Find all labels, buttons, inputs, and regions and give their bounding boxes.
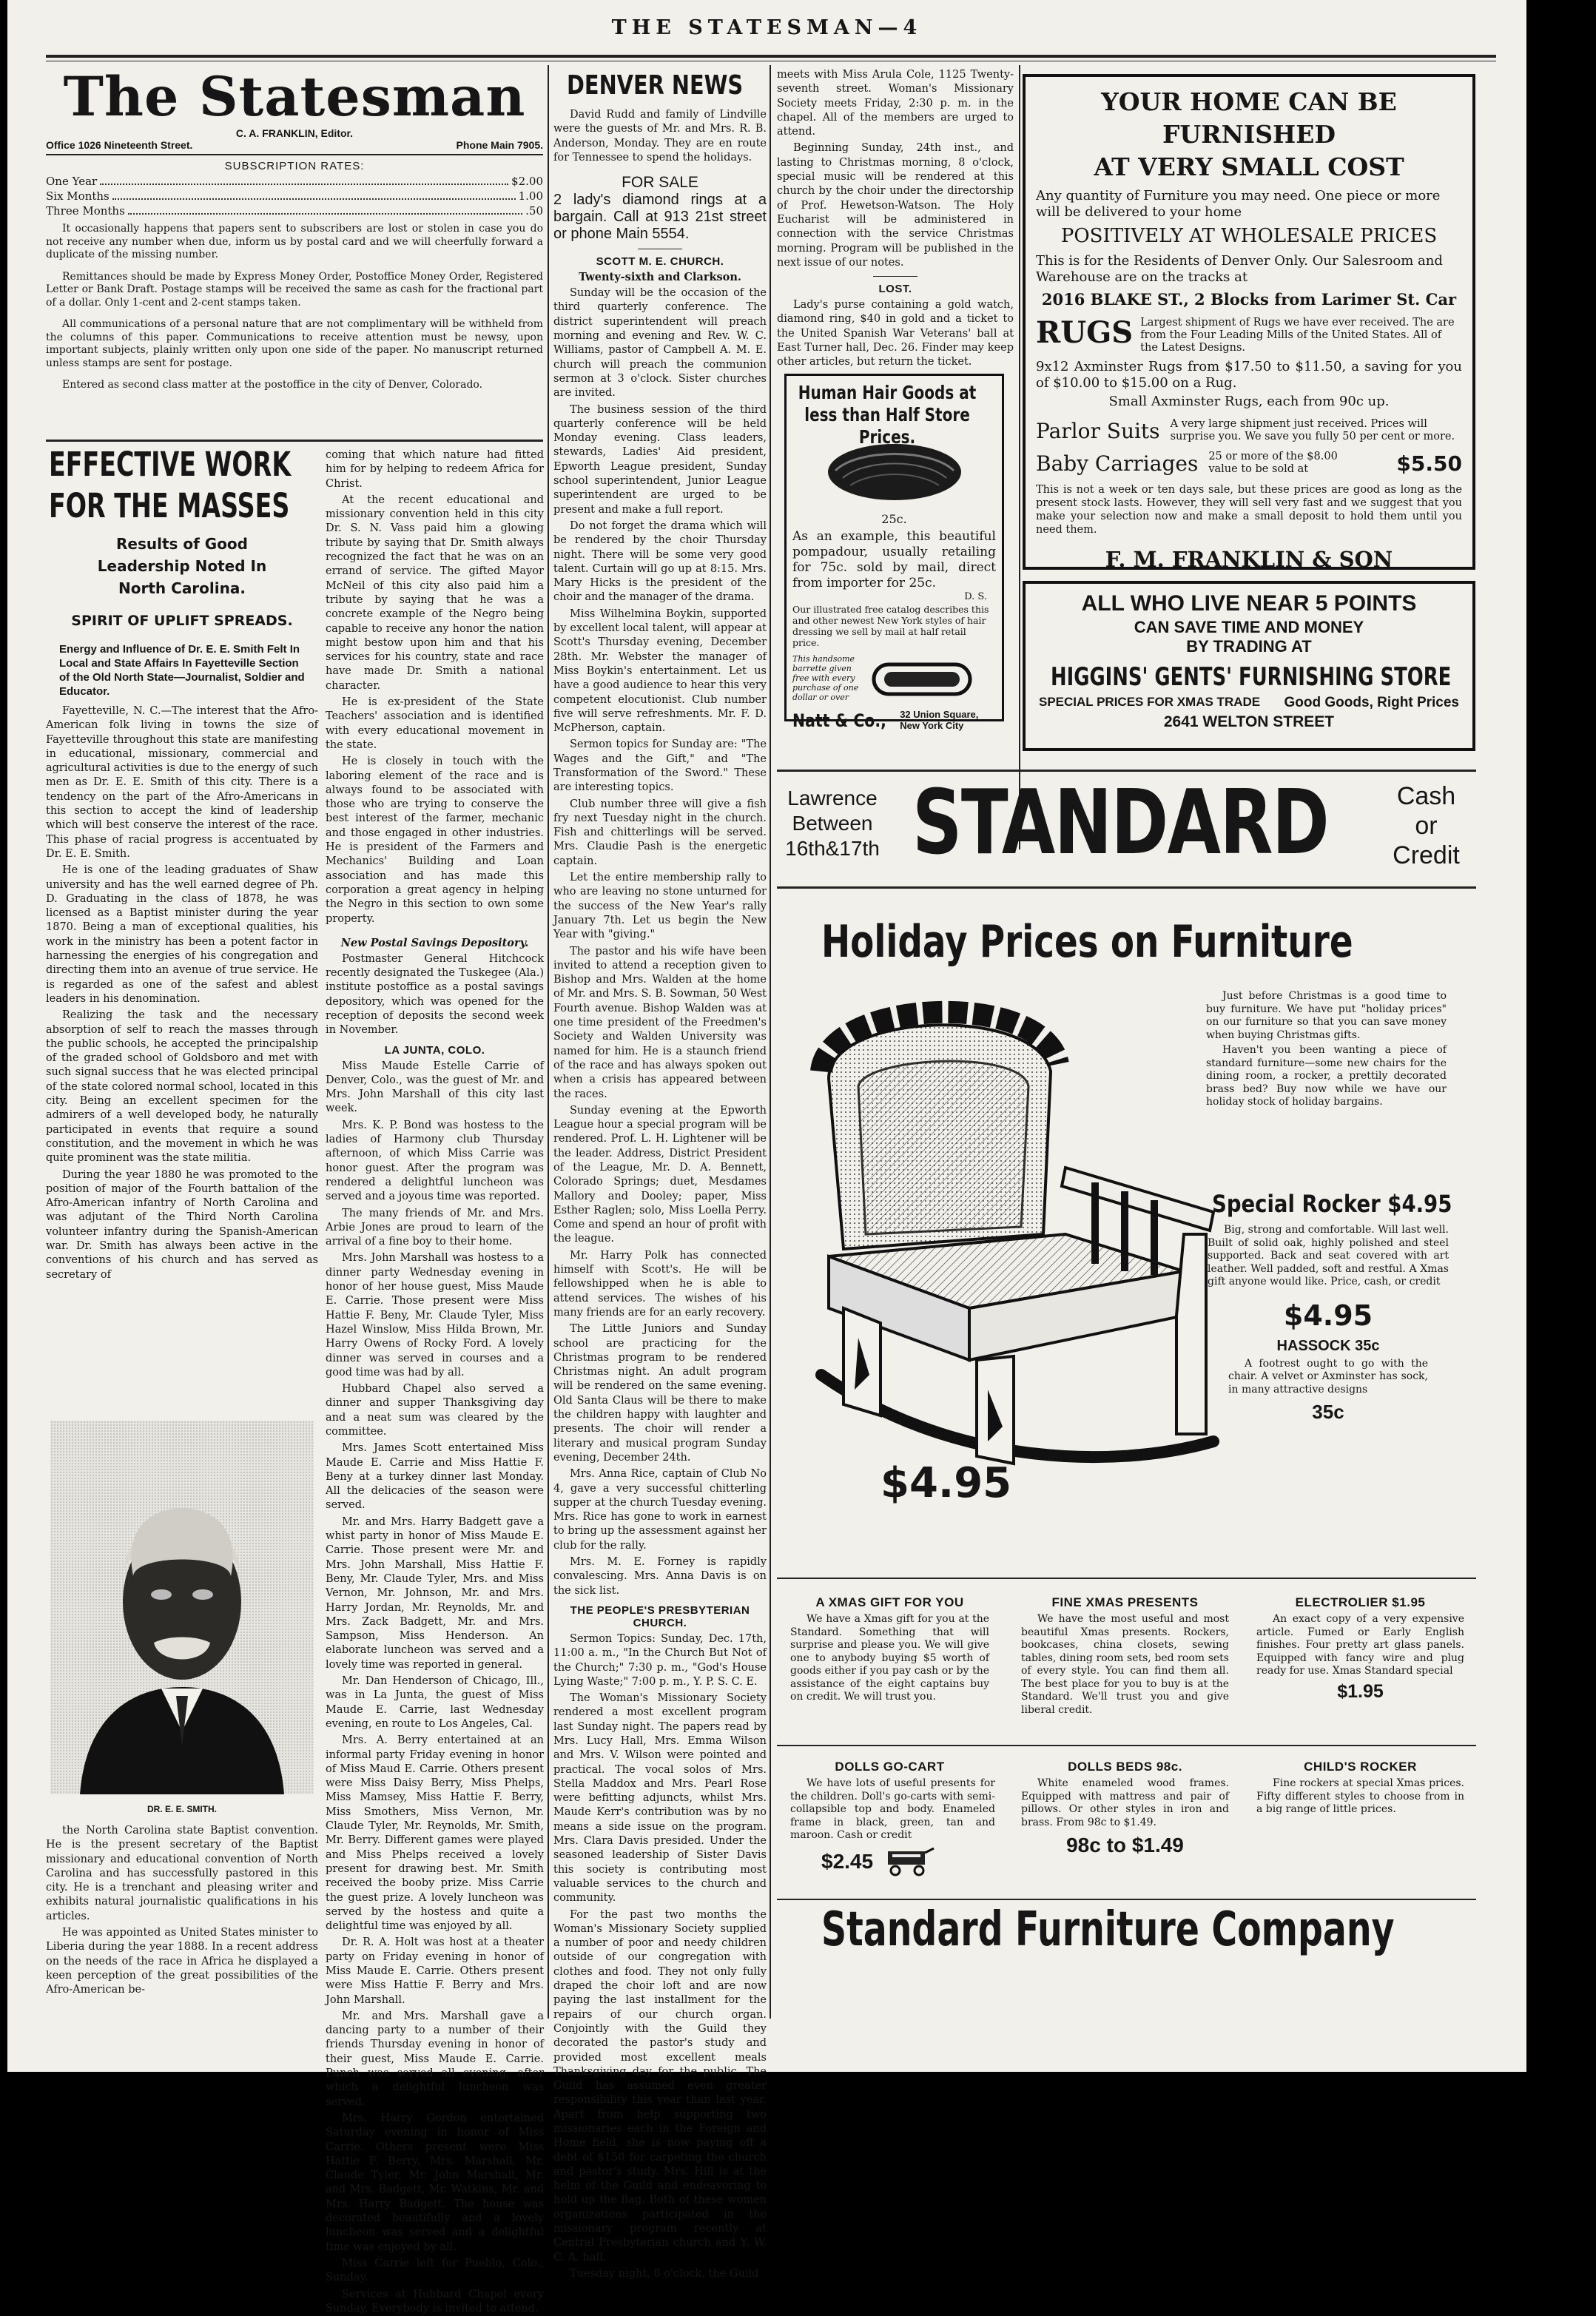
rate-row: One Year $2.00	[46, 175, 543, 188]
holiday-headline: Holiday Prices on Furniture	[821, 916, 1353, 968]
franklin-residents: This is for the Residents of Denver Only. Our Salesroom and Warehouse are on the tracks at	[1036, 253, 1443, 285]
baby-text: 25 or more of the $8.00 value to be sold at	[1208, 451, 1338, 475]
child-head: CHILD'S ROCKER	[1304, 1760, 1417, 1774]
franklin-small-rugs: Small Axminster Rugs, each from 90c up.	[1108, 394, 1390, 409]
running-head: THE STATESMAN—4	[611, 16, 923, 39]
office-phone: Phone Main 7905.	[456, 139, 543, 151]
masthead	[46, 65, 543, 435]
higgins-line-3: BY TRADING AT	[1186, 637, 1312, 656]
gift-text: We have a Xmas gift for you at the Standard. Something that will surprise and please you. We will give one to anybody buying $5 worth of goods either if you pay cash or by the assistance of the eight captains buy on credit. We will trust you.	[790, 1613, 989, 1703]
electrolier-section	[1247, 1589, 1473, 1737]
column-rule	[548, 65, 549, 2019]
top-rule	[46, 55, 1496, 58]
rocker-price: $4.95	[1283, 1299, 1373, 1332]
fine-text: We have the most useful and most beautiful Xmas presents. Rockers, bookcases, china closets, sewing tables, dining room sets, bed room sets of every style. You can find them all. The best place for you to buy is at the Standard. We'll trust you and give liberal credit.	[1021, 1613, 1229, 1716]
rate-row: Three Months .50	[46, 204, 543, 218]
rocker-head: Special Rocker $4.95	[1212, 1190, 1452, 1218]
standard-location: Lawrence Between 16th&17th	[785, 787, 880, 860]
higgins-line-2: CAN SAVE TIME AND MONEY	[1134, 618, 1364, 636]
rugs-title: RUGS	[1036, 315, 1134, 350]
dolls-beds-section	[1012, 1754, 1238, 1894]
guild-text: meets with Miss Arula Cole, 1125 Twenty-seventh street. Woman's Missionary Society meets Friday, 2:30 p. m. in the chapel. All of the members are urged to attend. Beginning Sunday, 24th inst., and lasting to Christmas morning, 8 o'clock, special music will be rendered at this church by the choir under the directorship of Prof. Hewetson-Watson. The Holy Eucharist will be administered in connection with the service Christmas morning. Program will be published in the next issue of our notes.	[777, 69, 1014, 269]
parlor-title: Parlor Suits	[1036, 418, 1160, 443]
higgins-goods: Good Goods, Right Prices	[1284, 695, 1459, 710]
rugs-text: Largest shipment of Rugs we have ever received. The are from the Four Leading Mills of the United States. All of the Latest Designs.	[1140, 317, 1455, 354]
dolls-cart-section	[777, 1754, 1003, 1894]
masthead-bottom-rule	[46, 440, 543, 442]
chair-price: $4.95	[881, 1459, 1012, 1507]
franklin-address: 2016 BLAKE ST., 2 Blocks from Larimer St. Car	[1041, 290, 1457, 309]
dolls-text: We have lots of useful presents for the children. Doll's go-carts with semi-collapsible top and body. Enameled frame in black, green, tan and maroon. Cash or credit	[790, 1777, 995, 1841]
column-rule	[770, 65, 771, 2019]
franklin-ad	[1023, 74, 1475, 570]
article-continued: coming that which nature had fitted him for by helping to redeem Africa for Christ. At the recent educational and missionary convention held in this city Dr. S. N. Vass paid him a glowing tribute by saying that Dr. Smith always recognized the fact that he was on an errand of service. The gifted Mayor McNeil of this city also paid him a tribute by saying that he was a concrete example of the Negro being capable to receive any honor the nation might bestow upon him and that his services for his country, state and race have made Dr. Smith a national character. He is ex-president of the State Teachers' association and is identified with every educational movement in the state. He is closely in touch with the laboring element of the race and is always found to be associated with those who are trying to conserve the best interest of the farmer, mechanic and those engaged in other industries. He is president of the Farmers and Mechanics' Building and Loan association and has made this corporation a great agency in helping the Negro in this section to own some property.	[326, 449, 544, 925]
portrait-image	[50, 1421, 314, 1794]
franklin-axminster: 9x12 Axminster Rugs from $17.50 to $11.50, a saving for you of $10.00 to $15.00 on a Rug.	[1036, 359, 1462, 391]
electrolier-head: ELECTROLIER $1.95	[1295, 1595, 1426, 1609]
article-body: Fayetteville, N. C.—The interest that the Afro-American folk living in towns the size of Fayetteville throughout this state are manifesting in educational, missionary, commercial and agricultural activities is due to the energy of such men as Dr. E. E. Smith of this city. There is a tendency on the part of the Afro-Americans in this section to accept the kind of leadership which will best conserve the interest of the race. This phase of racial progress is accentuated by Dr. E. E. Smith. He is one of the leading graduates of Shaw university and has the well earned degree of Ph. D. Graduating in the class of 1878, he was licensed as a Baptist minister during the year 1870. Being a man of exceptional qualities, his work in the ministry has been a potent factor in harnessing the energies of his congregation and directing them into an avenue of true service. He is regarded as one of the safest and ablest leaders in his denomination. Realizing the task and the necessary absorption of self to reach the masses through the public schools, he accepted the principalship of the graded school of Goldsboro and met with such signal success that he was elected principal of the state colored normal school, located in this city. Being an excellent specimen for the admirers of a well developed body, he naturally participated in events that require a sound constitution, and the movement in which he was quite prominent was the state militia. During the year 1880 he was promoted to the position of major of the Fourth battalion of the Afro-American infantry of North Carolina and was adjutant of the Third North Carolina volunteer infantry during the Spanish-American war. Dr. Smith has always been active in the conventions of his church and has served as secretary of	[46, 705, 318, 1281]
natt-barrette-text: This handsome barrette given free with every purchase of one dollar or over	[792, 654, 859, 702]
natt-firm: Natt & Co.,	[792, 710, 886, 731]
grid-rule	[777, 1899, 1476, 1900]
higgins-special: SPECIAL PRICES FOR XMAS TRADE	[1039, 695, 1261, 709]
special-rocker-section	[1191, 1188, 1465, 1507]
natt-address: 32 Union Square, New York City	[900, 709, 979, 731]
natt-head: Human Hair Goods at less than Half Store Prices.	[798, 382, 977, 448]
denver-news-head: DENVER NEWS	[567, 70, 744, 101]
deck-2: SPIRIT OF UPLIFT SPREADS.	[71, 613, 293, 629]
deck-1: Results of Good Leadership Noted In North Carolina.	[97, 535, 267, 597]
headline	[46, 444, 318, 528]
photo-caption: DR. E. E. SMITH.	[147, 1804, 217, 1814]
barrette-illustration	[859, 654, 985, 706]
higgins-address: 2641 WELTON STREET	[1163, 713, 1335, 730]
hassock-text: A footrest ought to go with the chair. A velvet or Axminster has sock, in many attractive designs	[1228, 1357, 1428, 1396]
masthead-rule	[46, 154, 543, 155]
child-rocker-section	[1247, 1754, 1473, 1894]
portrait-photo	[50, 1421, 314, 1794]
rocker-text: Big, strong and comfortable. Will last well. Built of solid oak, highly polished and steel supported. Back and seat covered with art leather. Well padded, soft and restful. A Xmas gift anyone would like. Price, cash, or credit	[1208, 1224, 1449, 1287]
presby-body: Sermon Topics: Sunday, Dec. 17th, 11:00 a. m., "In the Church But Not of the Church;" 7:30 p. m., "God's House Lying Waste;" 7:00 p. m., Y. P. S. C. E. The Woman's Missionary Society rendered a most excellent program last Sunday night. The papers read by Mrs. Lucy Hall, Mrs. Emma Wilson and Mrs. V. Wilson were pointed and practical. The vocal solos of Mrs. Stella Maddox and Mrs. Pearl Rose were befitting adjuncts, whilst Mrs. Maude Kerr's contribution was by no means a side issue on the program. Mrs. Clara Davis presided. Under the seasoned leadership of Sister Davis this society is contributing most valuable services to the church and community. For the past two months the Woman's Missionary Society supplied a number of poor and needy children outside of our congregation with clothes and food. They not only fully draped the choir loft and are now paying the last installment for the repairs of our church organ. Conjointly with the Guild they decorated the pastor's study and provided most excellent meals Thanksgiving day for the public. The Guild has assumed even greater responsibility this year than last year. Apart from help supporting two missionaries each in the Foreign and Home field, she is now paying off a debt of $150 for carpeting the church and pastor's study. Mrs. Hill is at the helm of the Guild and endeavoring to hold up the flag. Both of these women organizations participated in the missionary program recently at Central Presbyterian church and Y. W. C. A. hall. Tuesday night, 8 o'clock, the Guild	[553, 1632, 767, 2280]
rates-table	[46, 172, 543, 223]
masthead-title: The Statesman	[63, 65, 526, 129]
rates-heading: SUBSCRIPTION RATES:	[224, 160, 365, 172]
gift-head: A XMAS GIFT FOR YOU	[815, 1595, 964, 1609]
headline-line-2: FOR THE MASSES	[49, 486, 290, 525]
column-4-text	[777, 68, 1014, 368]
baby-price: $5.50	[1396, 451, 1462, 476]
standard-terms: Cash or Credit	[1393, 782, 1460, 869]
lost-text: Lady's purse containing a gold watch, diamond ring, $40 in gold and a ticket to the United Spanish War Veterans' ball at East Turner hall, Dec. 26. Finder may keep other articles, but return the ticket.	[777, 299, 1014, 368]
standard-name: STANDARD	[912, 772, 1329, 875]
baby-title: Baby Carriages	[1036, 451, 1199, 476]
divider	[873, 276, 917, 277]
denver-news-column	[553, 67, 767, 2280]
headline-line-1: EFFECTIVE WORK	[49, 445, 292, 484]
masthead-notices: It occasionally happens that papers sent to subscribers are lost or stolen in case you do not receive any number when due, inform us by postal card and we will cheerfully forward a duplicate of the missing number. Remittances should be made by Express Money Order, Postoffice Money Order, Registered Letter or Bank Draft. Postage stamps will be received the same as cash for the fractional part of a dollar. Only 1-cent and 2-cent stamps taken. All communications of a personal nature that are not complimentary will be withheld from the columns of this paper. Communications to receive attention must be newsy, upon important subjects, plainly written only upon one side of the paper. No manuscript returned unless stamps are sent for postage. Entered as second class matter at the postoffice in the city of Denver, Colorado.	[46, 223, 543, 391]
grid-rule	[777, 1745, 1476, 1746]
newspaper-page	[7, 0, 1526, 2315]
electrolier-text: An exact copy of a very expensive article. Fumed or Early English finishes. Four pretty art glass panels. Equipped with fancy wire and plug ready for use. Xmas Standard special	[1256, 1613, 1464, 1677]
franklin-wholesale: POSITIVELY AT WHOLESALE PRICES	[1060, 225, 1438, 247]
franklin-firm: F. M. FRANKLIN & SON	[1105, 547, 1393, 572]
beds-price: 98c to $1.49	[1066, 1834, 1184, 1856]
rate-row: Six Months 1.00	[46, 189, 543, 203]
rocking-chair-illustration	[799, 990, 1228, 1493]
higgins-line-1: ALL WHO LIVE NEAR 5 POINTS	[1081, 591, 1417, 616]
franklin-head-2: AT VERY SMALL COST	[1094, 152, 1404, 181]
for-sale-text: 2 lady's diamond rings at a bargain. Call at 913 21st street or phone Main 5554.	[553, 192, 767, 243]
franklin-head-1: YOUR HOME CAN BE FURNISHED	[1101, 87, 1397, 149]
natt-ad	[784, 374, 1004, 731]
natt-price-tag: 25c.	[881, 512, 907, 526]
parlor-text: A very large shipment just received. Prices will surprise you. We save you fully 50 per cent or more.	[1170, 418, 1455, 442]
hassock-price: 35c	[1312, 1401, 1344, 1423]
holiday-intro: Just before Christmas is a good time to buy furniture. We have put "holiday prices" on our furniture so that you can save money when buying Christmas gifts. Haven't you been wanting a piece of standard furniture—some new chairs for the dining room, a rocker, a prettily decorated brass bed? Buy now while we have our holiday stock of holiday bargains.	[1206, 990, 1447, 1108]
franklin-intro: Any quantity of Furniture you may need. One piece or more will be delivered to your home	[1036, 188, 1441, 220]
go-cart-icon	[885, 1847, 937, 1876]
article-body-after-photo: the North Carolina state Baptist convention. He is the present secretary of the Baptist missionary and educational convention of North Carolina and has successfully pastored in this city. He is a trenchant and pleasing writer and exhibits natural journalistic qualifications in his articles. He was appointed as United States minister to Liberia during the year 1888. In a recent address on the needs of the race in Africa he displayed a keen perception of the great possibilities of the Afro-American be-	[46, 1825, 318, 1996]
office-address: Office 1026 Nineteenth Street.	[46, 139, 193, 151]
church-body: Sunday will be the occasion of the third quarterly conference. The district superintendent will preach morning and evening and Rev. W. C. Williams, pastor of Campbell A. M. E. church will preach the communion sermon at 3 o'clock. Sister churches are invited. The business session of the third quarterly conference will be held Monday evening. Class leaders, stewards, Ladies' Aid president, Epworth League president, Sunday school superintendent, Junior League superintendent are urged to be present and make a full report. Do not forget the drama which will be rendered by the choir Thursday night. There will be some very good talent. Curtain will go up at 8:15. Mrs. Mary Hicks is the president of the choir and the manager of the drama. Miss Wilhelmina Boykin, supported by excellent local talent, will appear at Scott's Thursday evening, December 28th. Mr. Webster the manager of Miss Boykin's entertainment. Let us have a good audience to hear this very competent elocutionist. Club number five will serve refreshments. Mr. F. D. McPherson, captain. Sermon topics for Sunday are: "The Wages and the Gift," and "The Transformation of the Sword." These are interesting topics. Club number three will give a fish fry next Tuesday night in the church. Fish and chitterlings will be served. Mrs. Claudie Pash is the energetic captain. Let the entire membership rally to who are leaving no stone unturned for the success of the New Year's rally January 7th. Let us begin the New Year with "giving." The pastor and his wife have been invited to attend a reception given to Bishop and Mrs. Walden at the home of Mr. and Mrs. S. B. Sowman, 50 West Fourth avenue. Bishop Walden was at one time president of the Freedmen's Society and Walden University was named for him. He is a staunch friend of the race and has always spoken out when a crisis has appeared between the races. Sunday evening at the Epworth League hour a special program will be rendered. Prof. L. H. Lightener will be the leader. Address, District President of the League, Mr. D. A. Bennett, Colorado Springs; duet, Mesdames Mallory and Dooley; paper, Miss Esther Raglen; solo, Miss Loella Perry. Come and spend an hour of profit with the league. Mr. Harry Polk has connected himself with Scott's. He will be fellowshipped when he is able to attend services. The wishes of his many friends are for an early recovery. The Little Juniors and Sunday school are practicing for the Christmas program to be rendered Christmas night. An adult program will be rendered on the same evening. Old Santa Claus will be there to make the children happy with laughter and presents. The choir will render a literary and musical program Sunday evening, December 24th. Mrs. Anna Rice, captain of Club No 4, gave a very successful chitterling supper at the church Tuesday evening. Mrs. Rice has gone to work in earnest to bring up the assessment against her club for the rally. Mrs. M. E. Forney is rapidly convalescing. Mrs. Anna Davis is on the sick list.	[553, 287, 767, 1597]
la-junta-head: LA JUNTA, COLO.	[384, 1043, 485, 1057]
banner-rule	[777, 886, 1476, 889]
for-sale-head: FOR SALE	[622, 174, 698, 192]
beds-text: White enameled wood frames. Equipped with mattress and pair of pillows. Or other styles in iron and brass. From 98c to $1.49.	[1021, 1777, 1229, 1828]
lost-head: LOST.	[878, 283, 912, 296]
grid-rule	[777, 1578, 1476, 1579]
fine-presents-section	[1012, 1589, 1238, 1737]
dolls-price: $2.45	[821, 1849, 874, 1873]
la-junta-body: Miss Maude Estelle Carrie of Denver, Colo., was the guest of Mr. and Mrs. John Marshall of this city last week. Mrs. K. P. Bond was hostess to the ladies of Harmony club Thursday afternoon, of which Miss Carrie was honor guest. After the program was rendered a delightful luncheon was served and a joyous time was reported. The many friends of Mr. and Mrs. Arbie Jones are proud to learn of the arrival of a fine boy to their home. Mrs. John Marshall was hostess to a dinner party Wednesday evening in honor of her house guest, Miss Maude E. Carrie. Those present were Miss Hattie F. Beny, Mr. Claude Tyler, Miss Hazel Winslow, Miss Hilda Brown, Mr. Harry Owens of Rocky Ford. A lovely dinner was served in courses and a good time was had by all. Hubbard Chapel also served a dinner and supper Thanksgiving day and a neat sum was cleared by the committee. Mrs. James Scott entertained Miss Maude E. Carrie and Miss Hattie F. Beny at a turkey dinner last Monday. All the delicacies of the season were served. Mr. and Mrs. Harry Badgett gave a whist party in honor of Miss Maude E. Carrie. Those present were Mr. and Mrs. John Marshall, Miss Hattie F. Beny, Mr. Claude Tyler, Mrs. and Miss Vernon, Mr. Johnson, Mr. and Mrs. Harry Jordan, Mr. Reynolds, Mr. and Mrs. Zack Badgett, Mr. and Mrs. Sampson, Miss Henderson. An elaborate luncheon was served and a lovely time was reported in general. Mr. Dan Henderson of Chicago, Ill., was in La Junta, the guest of Miss Maude E. Carrie, last Wednesday evening, en route to Los Angeles, Cal. Mrs. A. Berry entertained at an informal party Friday evening in honor of Miss Maud E. Carrie. Others present were Miss Daisy Berry, Miss Phelps, Miss Mamsey, Miss Hattie F. Berry, Miss Smothers, Miss Vernon, Mr. Claude Tyler, Mr. Reynolds, Mr. Smith, Mr. Berry. Different games were played and Miss Phelps received a lovely present for drawing best. Mr. Smith received the booby prize. Miss Carrie the guest prize. A lovely luncheon was served by the hostess and quite a delightful time was enjoyed by all. Dr. R. A. Holt was host at a theater party on Friday evening in honor of Miss Maude E. Carrie. Others present were Miss Hattie F. Berry and Mrs. John Marshall. Mr. and Mrs. Marshall gave a dancing party to a number of their friends Thursday evening in honor of their guest, Miss Maude E. Carrie. Punch was served all evening, after which a delightful luncheon was served. Mrs. Harry Gordon entertained Saturday evening in honor of Miss Carrie. Others present were Miss Hattie F. Berry, Mrs. Marshall, Mr. Claude Tyler, Mr. John Marshall, Mr. and Mrs. Badgett, Mr. Watkins, Mr. and Mrs. Harry Badgett. The house was decorated beautifully and a lovely luncheon was served and a delightful time was enjoyed by all. Miss Carrie left for Pueblo, Colo., Sunday. Services at Hubbard Chapel every Sunday. Everybody is invited to attend.	[326, 1060, 544, 2315]
natt-text: As an example, this beautiful pompadour, usually retailing for 75c. sold by mail, direct from importer for 25c.	[792, 529, 996, 590]
dolls-head: DOLLS GO-CART	[835, 1760, 945, 1774]
church-sub: Twenty-sixth and Clarkson.	[579, 271, 741, 284]
denver-intro: David Rudd and family of Lindville were the guests of Mr. and Mrs. R. B. Anderson, Monday. They are en route for Tennessee to spend the holidays.	[553, 109, 767, 164]
child-text: Fine rockers at special Xmas prices. Fifty different styles to choose from in a big range of little prices.	[1256, 1777, 1464, 1815]
article-summary: Energy and Influence of Dr. E. E. Smith Felt In Local and State Affairs In Fayetteville Section of the Old North State—Journalist, Soldier and Educator.	[59, 643, 305, 698]
natt-catalog: Our illustrated free catalog describes this and other newest New York styles of hair dressing we sell by mail at half retail price.	[792, 604, 989, 648]
standard-ad	[777, 772, 1476, 1959]
column-rule	[1019, 65, 1020, 849]
beds-head: DOLLS BEDS 98c.	[1068, 1760, 1182, 1774]
higgins-store: HIGGINS' GENTS' FURNISHING STORE	[1051, 662, 1452, 692]
postal-head: New Postal Savings Depository.	[340, 936, 529, 949]
franklin-closing: This is not a week or ten days sale, but these prices are good as long as the present stock lasts. However, they will sell very fast and we suggest that you make your selection now and make a small deposit to hold them until you need them.	[1036, 484, 1462, 536]
church-head: SCOTT M. E. CHURCH.	[596, 255, 724, 269]
gift-section	[777, 1589, 1003, 1737]
electrolier-price: $1.95	[1337, 1680, 1384, 1702]
presby-head: THE PEOPLE'S PRESBYTERIAN CHURCH.	[570, 1603, 750, 1629]
company-name: Standard Furniture Company	[821, 1902, 1395, 1957]
article-column-2	[326, 448, 544, 2315]
fine-head: FINE XMAS PRESENTS	[1051, 1595, 1199, 1609]
masthead-editor: C. A. FRANKLIN, Editor.	[235, 127, 354, 139]
hassock-head: HASSOCK 35c	[1276, 1337, 1380, 1354]
postal-text: Postmaster General Hitchcock recently designated the Tuskegee (Ala.) institute postoffice as a postal savings depository, which was opened for the reception of deposits the second week in November.	[326, 952, 544, 1037]
standard-name-box	[884, 772, 1373, 875]
natt-initials: D. S.	[964, 591, 987, 602]
higgins-ad	[1023, 581, 1475, 751]
